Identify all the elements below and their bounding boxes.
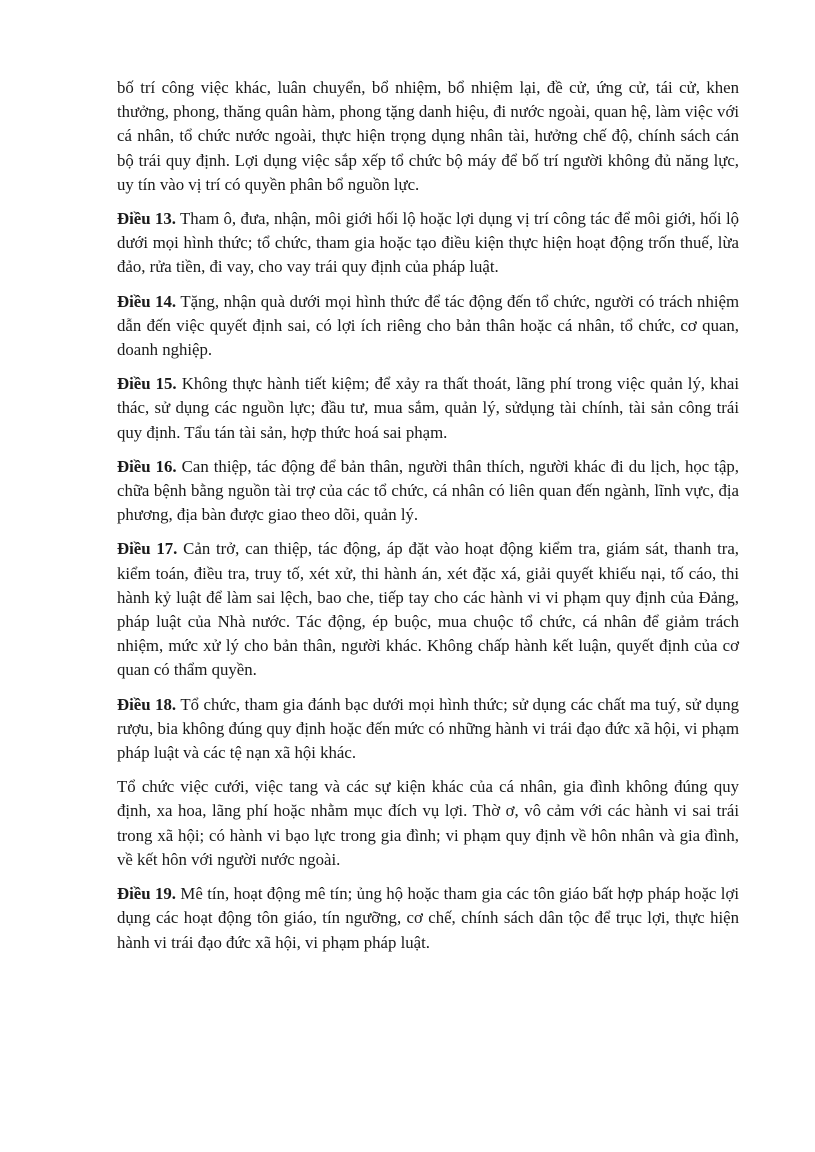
article-19-paragraph xyxy=(117,882,739,955)
article-13-paragraph xyxy=(117,207,739,280)
article-18-second-paragraph xyxy=(117,775,739,872)
article-16-paragraph xyxy=(117,455,739,528)
article-15-text: Không thực hành tiết kiệm; để xảy ra thất thoát, lãng phí trong việc quản lý, khai thác, sử dụng các nguồn lực; đầu tư, mua sắm, quản lý, sửdụng tài chính, tài sản công trái quy định. Tẩu tán tài sản, hợp thức hoá sai phạm. xyxy=(117,374,740,442)
article-18-paragraph xyxy=(117,693,739,766)
document-page xyxy=(117,76,739,965)
paragraph-text: Tổ chức việc cưới, việc tang và các sự kiện khác của cá nhân, gia đình không đúng quy định, xa hoa, lãng phí hoặc nhằm mục đích vụ lợi. Thờ ơ, vô cảm với các hành vi sai trái trong xã hội; có hành vi bạo lực trong gia đình; vi phạm quy định về hôn nhân và gia đình, về kết hôn với người nước ngoài. xyxy=(117,777,739,869)
article-15-heading: Điều 15. xyxy=(117,374,177,394)
article-14-heading: Điều 14. xyxy=(117,291,177,311)
article-19-heading: Điều 19. xyxy=(117,884,176,904)
article-19-text: Mê tín, hoạt động mê tín; ủng hộ hoặc tham gia các tôn giáo bất hợp pháp hoặc lợi dụng các hoạt động tôn giáo, tín ngưỡng, cơ chế, chính sách dân tộc để trục lợi, thực hiện hành vi trái đạo đức xã hội, vi phạm pháp luật. xyxy=(117,884,739,952)
article-14-text: Tặng, nhận quà dưới mọi hình thức để tác động đến tổ chức, người có trách nhiệm dẫn đến việc quyết định sai, có lợi ích riêng cho bản thân hoặc cá nhân, tổ chức, cơ quan, doanh nghiệp. xyxy=(117,291,739,360)
article-17-paragraph xyxy=(117,537,739,682)
paragraph-text: bố trí công việc khác, luân chuyển, bổ nhiệm, bổ nhiệm lại, đề cử, ứng cử, tái cử, khen thưởng, phong, thăng quân hàm, phong tặng danh hiệu, đi nước ngoài, quan hệ, làm việc với cá nhân, tổ chức nước ngoài, thực hiện trọng dụng nhân tài, hưởng chế độ, chính sách cán bộ trái quy định. Lợi dụng việc sắp xếp tổ chức bộ máy để bố trí người không đủ năng lực, uy tín vào vị trí có quyền phân bổ nguồn lực. xyxy=(117,78,739,194)
article-16-text: Can thiệp, tác động để bản thân, người thân thích, người khác đi du lịch, học tập, chữa bệnh bằng nguồn tài trợ của các tổ chức, cá nhân có liên quan đến ngành, lĩnh vực, địa phương, địa bàn được giao theo dõi, quản lý. xyxy=(117,456,739,525)
article-16-heading: Điều 16. xyxy=(117,456,177,476)
article-14-paragraph xyxy=(117,290,739,363)
article-13-heading: Điều 13. xyxy=(117,209,176,229)
article-15-paragraph xyxy=(117,372,739,445)
article-18-text: Tổ chức, tham gia đánh bạc dưới mọi hình thức; sử dụng các chất ma tuý, sử dụng rượu, bia không đúng quy định hoặc đến mức có những hành vi trái đạo đức xã hội, vi phạm pháp luật và các tệ nạn xã hội khác. xyxy=(117,694,739,763)
article-18-heading: Điều 18. xyxy=(117,694,177,714)
article-17-heading: Điều 17. xyxy=(117,539,178,559)
paragraph-continuation xyxy=(117,76,739,197)
article-13-text: Tham ô, đưa, nhận, môi giới hối lộ hoặc lợi dụng vị trí công tác để môi giới, hối lộ dưới mọi hình thức; tổ chức, tham gia hoặc tạo điều kiện thực hiện hoạt động trốn thuế, lừa đảo, rửa tiền, đi vay, cho vay trái quy định của pháp luật. xyxy=(117,209,740,277)
article-17-text: Cản trở, can thiệp, tác động, áp đặt vào hoạt động kiểm tra, giám sát, thanh tra, kiểm toán, điều tra, truy tố, xét xử, thi hành án, xét đặc xá, giải quyết khiếu nại, tố cáo, thi hành kỷ luật để làm sai lệch, bao che, tiếp tay cho các hành vi vi phạm quy định của Đảng, pháp luật của Nhà nước. Tác động, ép buộc, mua chuộc tổ chức, cá nhân để giảm trách nhiệm, mức xử lý cho bản thân, người khác. Không chấp hành kết luận, quyết định của cơ quan có thẩm quyền. xyxy=(117,539,739,680)
